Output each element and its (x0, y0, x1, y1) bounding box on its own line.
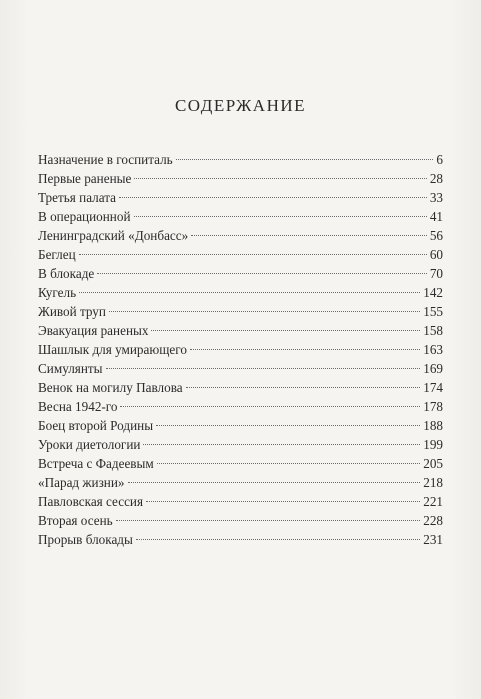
toc-entry-title: Боец второй Родины (38, 418, 154, 433)
toc-entry-title: В блокаде (38, 266, 95, 281)
toc-entry (38, 207, 443, 226)
dot-leader (191, 235, 427, 236)
toc-entry-title: Шашлык для умирающего (38, 342, 187, 357)
dot-leader (109, 311, 420, 312)
toc-entry (38, 397, 443, 416)
toc-entry-title: Беглец (38, 247, 76, 262)
toc-entry-title: Вторая осень (38, 513, 113, 528)
toc-entry-page: 178 (423, 399, 443, 414)
table-of-contents (38, 150, 443, 549)
toc-entry-title: Живой труп (38, 304, 106, 319)
dot-leader (116, 520, 421, 521)
toc-entry-page: 228 (423, 513, 443, 528)
toc-entry (38, 530, 443, 549)
toc-entry (38, 435, 443, 454)
toc-entry-page: 28 (429, 171, 443, 186)
dot-leader (186, 387, 421, 388)
toc-entry-page: 169 (423, 361, 443, 376)
toc-entry-page: 41 (429, 209, 443, 224)
toc-entry (38, 283, 443, 302)
toc-entry-page: 56 (429, 228, 443, 243)
toc-entry-title: «Парад жизни» (38, 475, 125, 490)
toc-entry-page: 6 (436, 152, 443, 167)
toc-entry-title: В операционной (38, 209, 131, 224)
toc-entry-page: 218 (423, 475, 443, 490)
dot-leader (119, 197, 427, 198)
toc-entry-title: Весна 1942-го (38, 399, 118, 414)
toc-entry-page: 60 (429, 247, 443, 262)
toc-entry (38, 378, 443, 397)
toc-entry-page: 142 (423, 285, 443, 300)
dot-leader (190, 349, 420, 350)
toc-entry (38, 454, 443, 473)
dot-leader (79, 254, 427, 255)
dot-leader (79, 292, 420, 293)
toc-entry-page: 70 (429, 266, 443, 281)
toc-entry-page: 174 (423, 380, 443, 395)
toc-entry (38, 150, 443, 169)
toc-entry-title: Уроки диетологии (38, 437, 141, 452)
dot-leader (136, 539, 420, 540)
toc-entry-page: 155 (423, 304, 443, 319)
dot-leader (106, 368, 421, 369)
toc-entry-title: Встреча с Фадеевым (38, 456, 154, 471)
toc-entry-page: 33 (429, 190, 443, 205)
dot-leader (97, 273, 427, 274)
toc-entry (38, 473, 443, 492)
toc-entry-page: 163 (423, 342, 443, 357)
toc-entry (38, 416, 443, 435)
toc-entry-title: Третья палата (38, 190, 117, 205)
toc-entry-page: 231 (423, 532, 443, 547)
toc-entry (38, 169, 443, 188)
toc-entry (38, 492, 443, 511)
toc-entry-page: 158 (423, 323, 443, 338)
toc-entry (38, 245, 443, 264)
toc-entry (38, 264, 443, 283)
dot-leader (143, 444, 420, 445)
dot-leader (134, 178, 426, 179)
dot-leader (128, 482, 421, 483)
toc-entry-title: Назначение в госпиталь (38, 152, 173, 167)
toc-entry-title: Венок на могилу Павлова (38, 380, 183, 395)
dot-leader (156, 425, 420, 426)
dot-leader (120, 406, 420, 407)
contents-heading: СОДЕРЖАНИЕ (174, 96, 307, 115)
toc-entry (38, 340, 443, 359)
toc-entry-page: 221 (423, 494, 443, 509)
toc-entry-title: Первые раненые (38, 171, 132, 186)
dot-leader (146, 501, 420, 502)
dot-leader (134, 216, 427, 217)
dot-leader (176, 159, 434, 160)
toc-entry (38, 302, 443, 321)
toc-entry (38, 359, 443, 378)
toc-entry-page: 199 (423, 437, 443, 452)
toc-entry-title: Эвакуация раненых (38, 323, 149, 338)
toc-entry-page: 205 (423, 456, 443, 471)
toc-entry-title: Павловская сессия (38, 494, 144, 509)
toc-entry (38, 188, 443, 207)
toc-entry-page: 188 (423, 418, 443, 433)
toc-entry-title: Прорыв блокады (38, 532, 133, 547)
toc-entry-title: Симулянты (38, 361, 103, 376)
toc-entry-title: Ленинградский «Донбасс» (38, 228, 189, 243)
dot-leader (157, 463, 420, 464)
dot-leader (151, 330, 420, 331)
toc-entry-title: Кугель (38, 285, 77, 300)
toc-entry (38, 511, 443, 530)
toc-entry (38, 321, 443, 340)
toc-entry (38, 226, 443, 245)
